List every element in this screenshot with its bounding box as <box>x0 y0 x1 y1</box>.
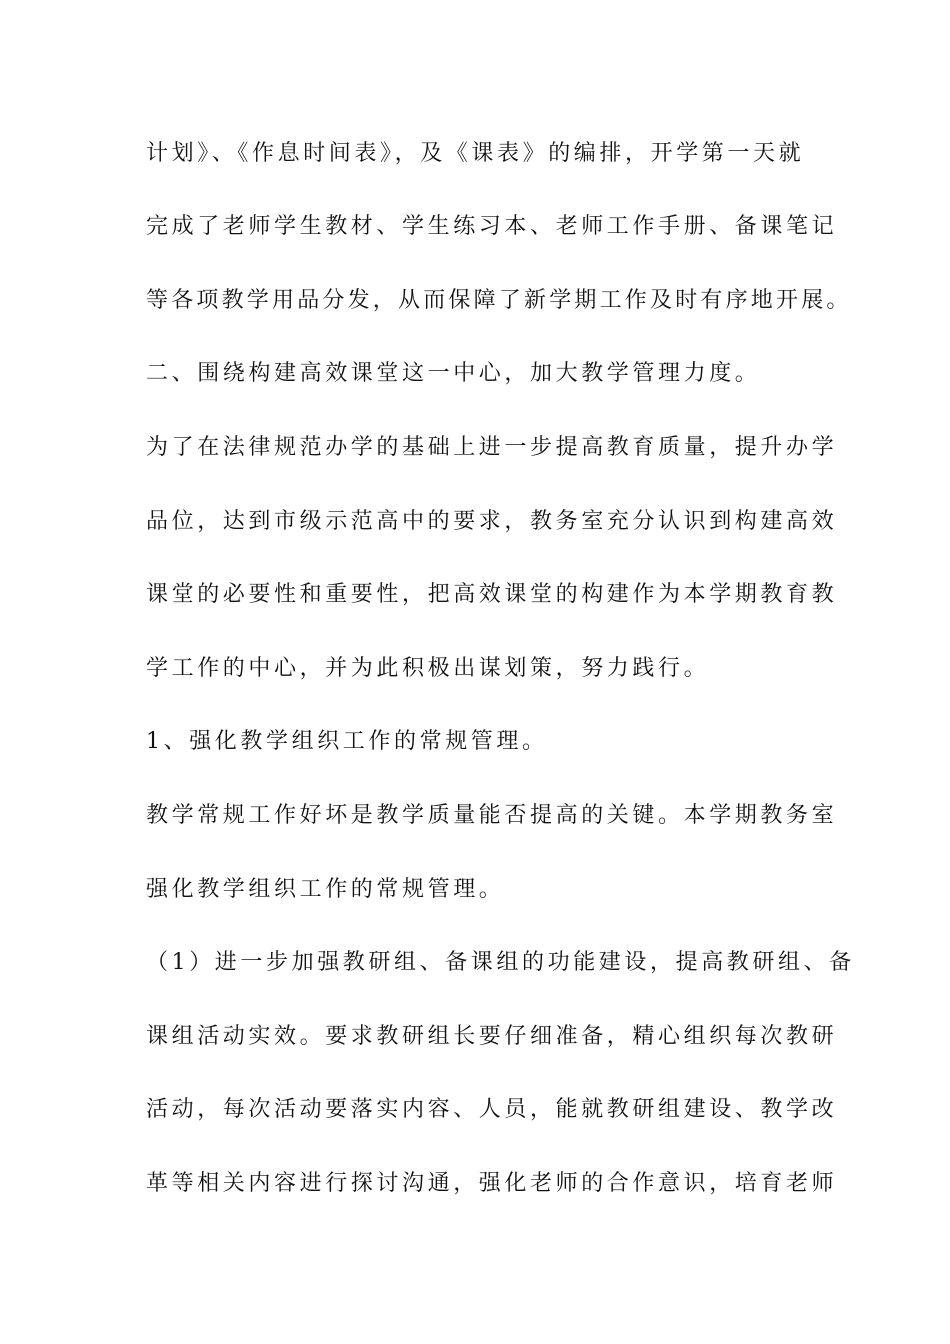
text-line: 活动，每次活动要落实内容、人员，能就教研组建设、教学改 <box>146 1097 838 1122</box>
text-line: （1）进一步加强教研组、备课组的功能建设，提高教研组、备 <box>146 950 855 975</box>
text-line: 强化教学组织工作的常规管理。 <box>146 877 505 902</box>
text-line: 等各项教学用品分发，从而保障了新学期工作及时有序地开展。 <box>146 288 852 313</box>
text-line: 计划》、《作息时间表》，及《课表》的编排，开学第一天就 <box>146 141 805 166</box>
text-line: 教学常规工作好坏是教学质量能否提高的关键。本学期教务室 <box>146 803 838 828</box>
text-line: 完成了老师学生教材、学生练习本、老师工作手册、备课笔记 <box>146 214 838 239</box>
subsection-heading: 1、强化教学组织工作的常规管理。 <box>146 729 548 754</box>
text-line: 课堂的必要性和重要性，把高效课堂的构建作为本学期教育教 <box>146 582 838 607</box>
text-line: 课组活动实效。要求教研组长要仔细准备，精心组织每次教研 <box>146 1024 838 1049</box>
text-line: 为了在法律规范办学的基础上进一步提高教育质量，提升办学 <box>146 435 838 460</box>
text-line: 品位，达到市级示范高中的要求，教务室充分认识到构建高效 <box>146 509 838 534</box>
section-heading: 二、围绕构建高效课堂这一中心，加大教学管理力度。 <box>146 361 761 386</box>
text-line: 革等相关内容进行探讨沟通，强化老师的合作意识，培育老师 <box>146 1171 838 1196</box>
text-line: 学工作的中心，并为此积极出谋划策，努力践行。 <box>146 656 710 681</box>
